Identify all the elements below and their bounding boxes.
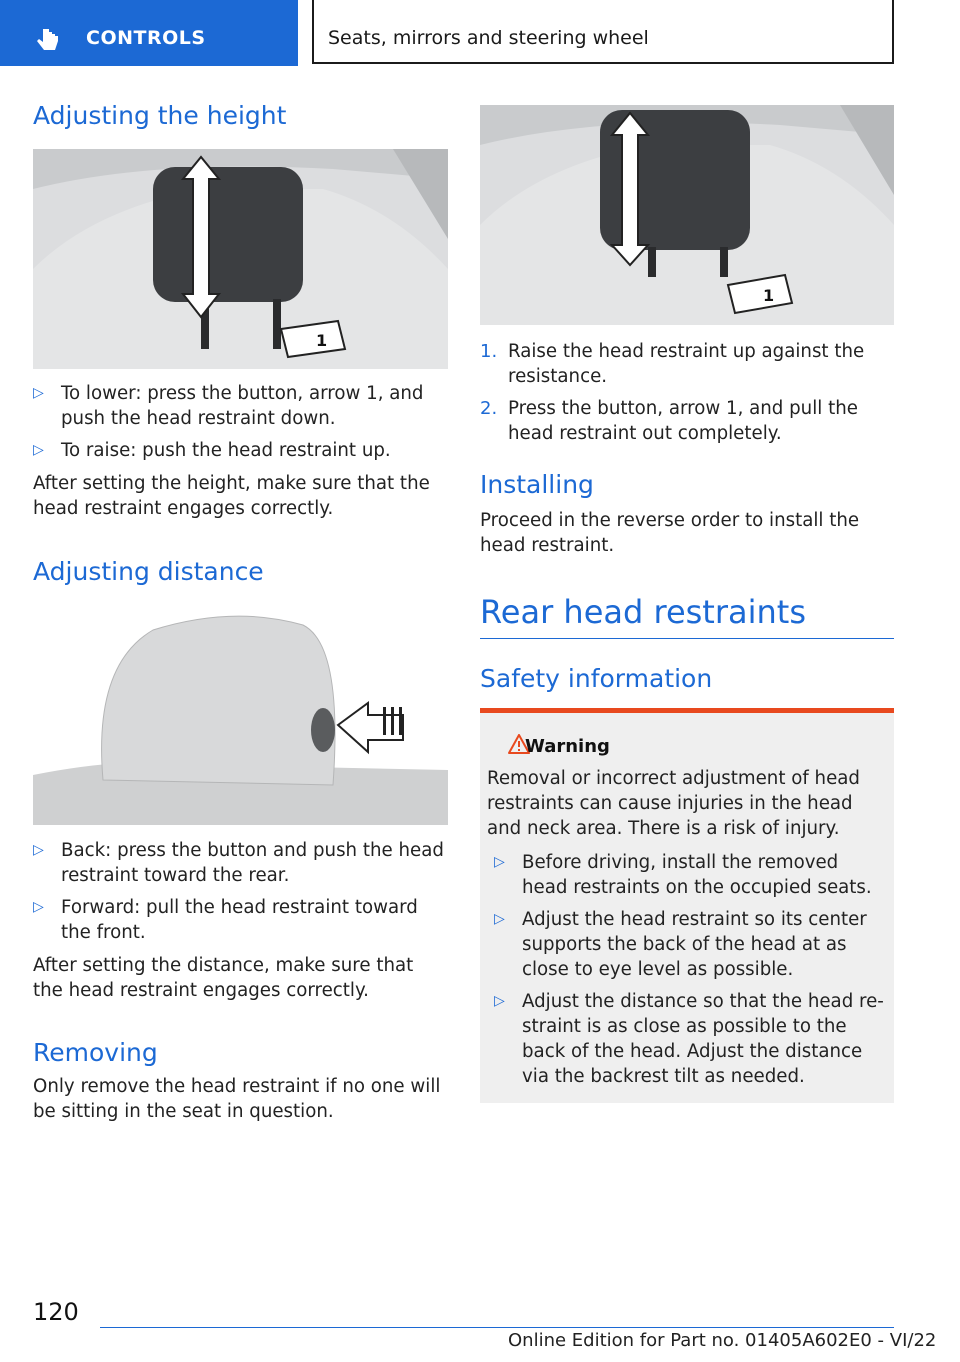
warning-title: Warning — [525, 736, 610, 757]
distance-list — [33, 838, 448, 952]
step-item: 1. Raise the head restraint up against the resistance. — [480, 341, 865, 387]
list-item: ▷ Adjust the head restraint so its center supports the back of the head at as close to eye level as possible. — [494, 909, 867, 980]
distance-adjust-illustration — [33, 605, 448, 825]
height-note: After setting the height, make sure that the head restraint engages correctly. — [33, 473, 430, 519]
list-item: ▷ Back: press the button and push the head restraint toward the rear. — [33, 840, 444, 886]
distance-note: After setting the distance, make sure that the head restraint engages correctly. — [33, 955, 414, 1001]
warning-list — [494, 850, 884, 1096]
callout-1-label: 1 — [316, 331, 328, 350]
list-item: ▷ Adjust the distance so that the head restraint is as close as possible to the back of the head. Adjust the distance via the backrest tilt as needed. — [494, 991, 884, 1087]
footer-rule — [100, 1327, 894, 1328]
list-item: ▷ Forward: pull the head restraint toward the front. — [33, 897, 418, 943]
page-number: 120 — [33, 1298, 79, 1326]
removal-steps — [480, 339, 894, 453]
removing-text: Only remove the head restraint if no one will be sitting in the seat in question. — [33, 1076, 441, 1122]
heading-adjusting-height: Adjusting the height — [33, 101, 287, 130]
footer-edition: Online Edition for Part no. 01405A602E0 - VI/22 — [508, 1330, 937, 1351]
warning-text: Removal or incorrect adjustment of head restraints can cause injuries in the head and neck area. There is a risk of injury. — [487, 768, 860, 839]
heading-rear-head-restraints: Rear head restraints — [480, 593, 806, 631]
height-adjust-illustration — [33, 149, 448, 369]
heading-safety-information: Safety information — [480, 664, 713, 693]
warning-box — [480, 708, 894, 1103]
height-list — [33, 381, 448, 470]
chapter-title-box — [312, 0, 894, 64]
warning-bar — [480, 708, 894, 713]
list-item: ▷ To lower: press the button, arrow 1, and push the head restraint down. — [33, 383, 424, 429]
callout-1-label: 1 — [763, 286, 775, 305]
heading-adjusting-distance: Adjusting distance — [33, 557, 264, 586]
heading-installing: Installing — [480, 470, 594, 499]
heading-removing: Removing — [33, 1038, 158, 1067]
section-rule — [480, 638, 894, 639]
section-label: CONTROLS — [86, 27, 206, 49]
list-item: ▷ Before driving, install the removed head restraints on the occupied seats. — [494, 852, 872, 898]
page-header — [0, 0, 960, 66]
hand-pointer-icon — [34, 26, 62, 54]
installing-text: Proceed in the reverse order to install the head restraint. — [480, 510, 860, 556]
removal-illustration — [480, 105, 894, 325]
section-tab[interactable] — [0, 0, 298, 66]
step-item: 2. Press the button, arrow 1, and pull the head restraint out completely. — [480, 398, 858, 444]
chapter-title: Seats, mirrors and steering wheel — [328, 27, 649, 49]
list-item: ▷ To raise: push the head restraint up. — [33, 440, 391, 461]
